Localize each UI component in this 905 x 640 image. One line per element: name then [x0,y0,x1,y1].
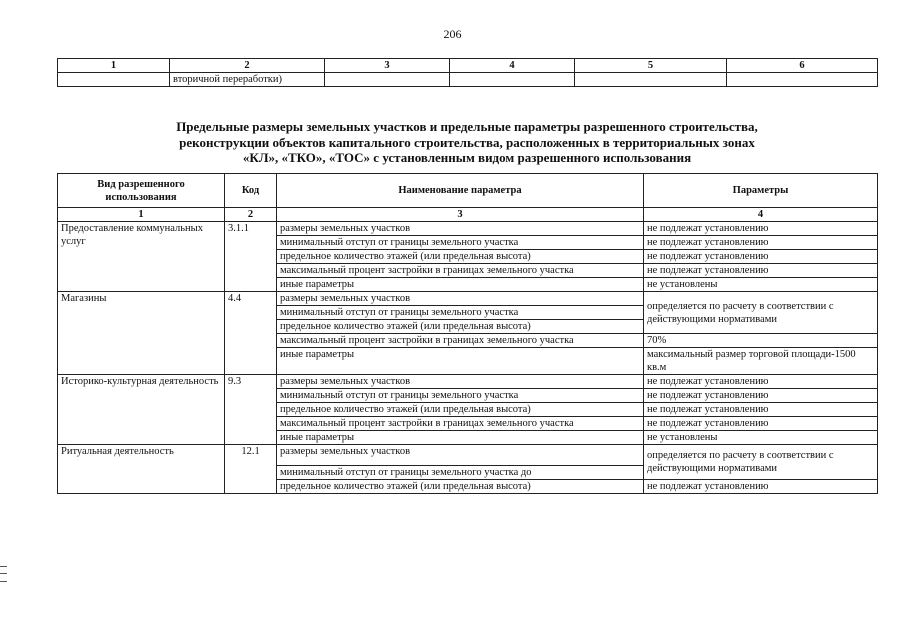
parameters-table [57,173,878,494]
table-row [58,292,878,306]
parameter-name-cell: максимальный процент застройки в границах земельного участка [277,334,644,348]
col-num-5: 5 [575,59,727,73]
table-row [58,222,878,236]
code-cell: 3.1.1 [225,222,277,292]
section-title-line-1: Предельные размеры земельных участков и предельные параметры разрешенного строительства, [176,119,758,134]
column-number: 3 [277,208,644,222]
parameter-name-cell: размеры земельных участков [277,445,644,466]
cell [575,73,727,87]
table-header-row [58,174,878,208]
cell [58,73,170,87]
col-num-6: 6 [727,59,878,73]
parameter-value-cell: не подлежат установлению [644,222,878,236]
header-use-type: Вид разрешенного использования [58,174,225,208]
parameter-value-cell: не подлежат установлению [644,417,878,431]
parameter-value-cell: не подлежат установлению [644,389,878,403]
use-type-cell: Предоставление коммунальных услуг [58,222,225,292]
parameter-name-cell: предельное количество этажей (или предельная высота) [277,403,644,417]
column-number: 4 [644,208,878,222]
page-number: 206 [443,27,462,41]
parameter-value-cell: не подлежат установлению [644,236,878,250]
parameter-name-cell: иные параметры [277,348,644,375]
continuation-header-row [58,59,878,73]
col-num-2: 2 [170,59,325,73]
parameter-name-cell: минимальный отступ от границы земельного участка до [277,466,644,480]
use-type-cell: Историко-культурная деятельность [58,375,225,445]
cell: вторичной переработки) [170,73,325,87]
code-cell: 4.4 [225,292,277,375]
parameter-value-cell: максимальный размер торговой площади-1500 кв.м [644,348,878,375]
continuation-table [57,58,878,87]
table-row [58,375,878,389]
header-parameters: Параметры [644,174,878,208]
parameter-name-cell: предельное количество этажей (или предельная высота) [277,480,644,494]
parameter-name-cell: минимальный отступ от границы земельного участка [277,389,644,403]
scan-edge-mark [0,566,7,582]
parameter-value-cell: не подлежат установлению [644,403,878,417]
continuation-row [58,73,878,87]
parameter-value-cell: не подлежат установлению [644,375,878,389]
parameter-name-cell: иные параметры [277,431,644,445]
header-code: Код [225,174,277,208]
col-num-4: 4 [450,59,575,73]
parameter-name-cell: размеры земельных участков [277,222,644,236]
col-num-3: 3 [325,59,450,73]
parameter-name-cell: минимальный отступ от границы земельного участка [277,236,644,250]
parameter-value-cell: определяется по расчету в соответствии с действующими нормативами [644,445,878,480]
parameter-name-cell: максимальный процент застройки в границах земельного участка [277,264,644,278]
table-row [58,445,878,466]
parameter-value-cell: не подлежат установлению [644,250,878,264]
parameter-name-cell: размеры земельных участков [277,292,644,306]
code-cell: 9.3 [225,375,277,445]
parameter-value-cell: не установлены [644,278,878,292]
header-parameter-name: Наименование параметра [277,174,644,208]
parameter-value-cell: не установлены [644,431,878,445]
cell [325,73,450,87]
parameter-name-cell: минимальный отступ от границы земельного участка [277,306,644,320]
use-type-cell: Ритуальная деятельность [58,445,225,494]
section-title-line-3: «КЛ», «ТКО», «ТОС» с установленным видом разрешенного использования [242,150,692,165]
parameter-name-cell: максимальный процент застройки в границах земельного участка [277,417,644,431]
parameter-value-cell: 70% [644,334,878,348]
col-num-1: 1 [58,59,170,73]
parameter-name-cell: предельное количество этажей (или предельная высота) [277,250,644,264]
cell [450,73,575,87]
parameter-value-cell: не подлежат установлению [644,264,878,278]
column-number-row [58,208,878,222]
column-number: 2 [225,208,277,222]
parameter-value-cell: определяется по расчету в соответствии с действующими нормативами [644,292,878,334]
code-cell: 12.1 [225,445,277,494]
parameter-name-cell: размеры земельных участков [277,375,644,389]
parameter-name-cell: иные параметры [277,278,644,292]
parameter-name-cell: предельное количество этажей (или предельная высота) [277,320,644,334]
section-title [57,119,877,166]
parameter-value-cell: не подлежат установлению [644,480,878,494]
use-type-cell: Магазины [58,292,225,375]
cell [727,73,878,87]
column-number: 1 [58,208,225,222]
section-title-line-2: реконструкции объектов капитального строительства, расположенных в территориальных зонах [179,134,755,150]
